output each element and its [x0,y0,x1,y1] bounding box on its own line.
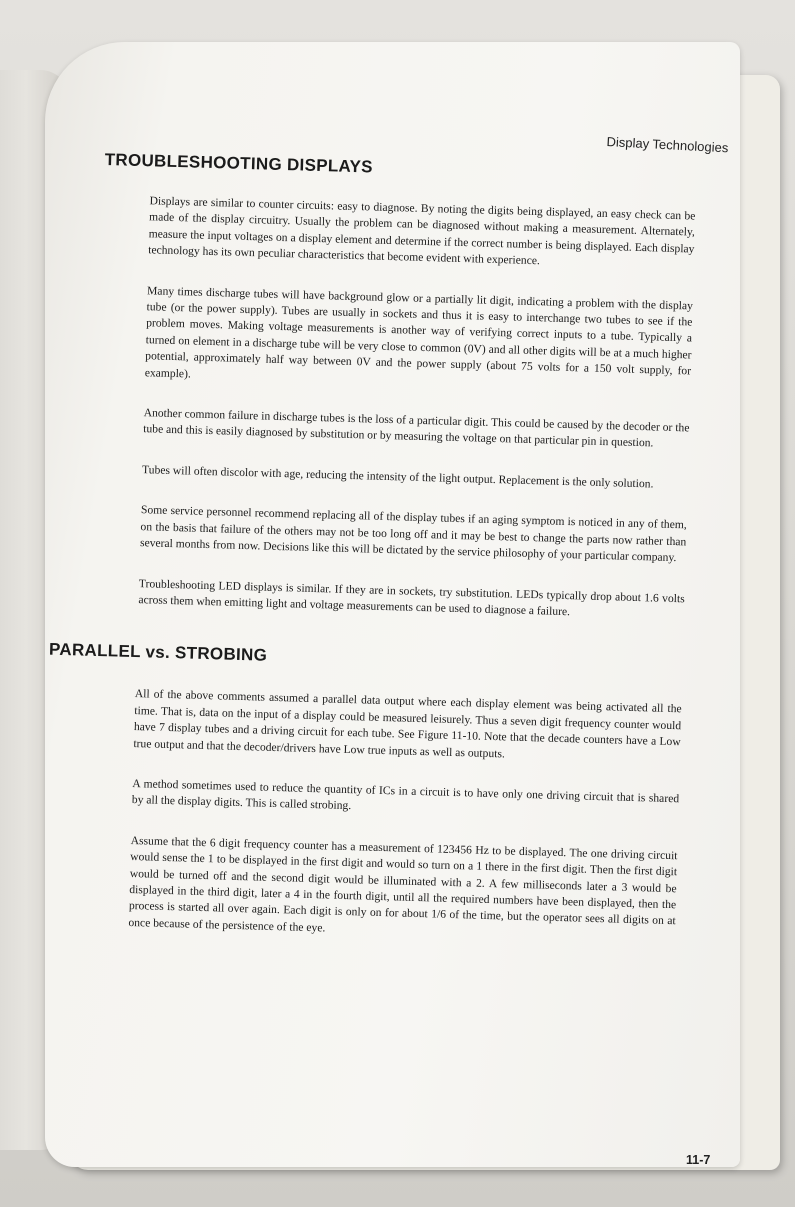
paragraph: Displays are similar to counter circuits: easy to diagnose. By noting the digits being displayed, an easy check can be made of the display circuitry. Usually the problem can be diagnosed without making a measurement. Alternately, measure the input voltages on a display element and determine if the correct number is being displayed. Each display technology has its own peculiar characteristics that become evident with experience. [148,194,696,268]
page-number: 11-7 [686,1153,711,1167]
paragraph: A method sometimes used to reduce the quantity of ICs in a circuit is to have only one driving circuit that is shared by all the display digits. This is called strobing. [131,776,680,813]
section-parallel-strobing [48,639,687,946]
section-troubleshooting [92,150,701,624]
section-heading: TROUBLESHOOTING DISPLAYS [104,150,374,177]
paragraph: Some service personnel recommend replacing all of the display tubes if an aging symptom is noticed in any of them, on the basis that failure of the others may not be too long off and it may be best to change the parts now rather than several months from now. Decisions like this will be dictated by the service philosophy of your particular company. [139,503,687,565]
paragraph: Another common failure in discharge tubes is the loss of a particular digit. This could be caused by the decoder or the tube and this is easily diagnosed by substitution or by measuring the voltage on that particular pin in question. [143,406,690,450]
paragraph: Troubleshooting LED displays is similar. If they are in sockets, try substitution. LEDs typically drop about 1.6 volts across them when emitting light and voltage measurements can be used to diagnose a failure. [138,576,685,619]
paragraph: Tubes will often discolor with age, reducing the intensity of the light output. Replacement is the only solution. [141,463,654,491]
paragraph: All of the above comments assumed a parallel data output where each display element was being activated all the time. That is, data on the input of a display could be measured leisurely. Thus a seven digit frequency counter would have 7 display tubes and a driving circuit for each tube. See Figure 11-10. Note that the decade counters have a Low true output and that the decoder/drivers have Low true inputs as well as outputs. [133,687,682,760]
running-header: Display Technologies [606,134,729,156]
paragraph: Assume that the 6 digit frequency counter has a measurement of 123456 Hz to be displayed. The one driving circuit would sense the 1 to be displayed in the first digit and would so turn on a 1 there in the first digit. Then the first digit would be turned off and the second digit would be illuminated with a 2. A few milliseconds later a 3 would be displayed in the third digit, later a 4 in the fourth digit, until all the required numbers have been displayed, then the process is started all over again. Each digit is only on for about 1/6 of the time, but the operator sees all digits on at once because of the persistence of the eye. [128,833,678,935]
book-page [45,42,740,1167]
page-content [48,150,701,971]
section-heading: PARALLEL vs. STROBING [48,639,268,666]
paragraph: Many times discharge tubes will have background glow or a partially lit digit, indicating a problem with the display tube (or the power supply). Tubes are usually in sockets and thus it is easy to interchange two tubes to see if the problem moves. Making voltage measurements is another way of verifying correct inputs to a tube. Typically a turned on element in a discharge tube will be very close to common (0V) and all other digits will be at a much higher potential, approximately half way between 0V and the power supply (about 75 volts for a 150 volt supply, for example). [144,283,694,381]
